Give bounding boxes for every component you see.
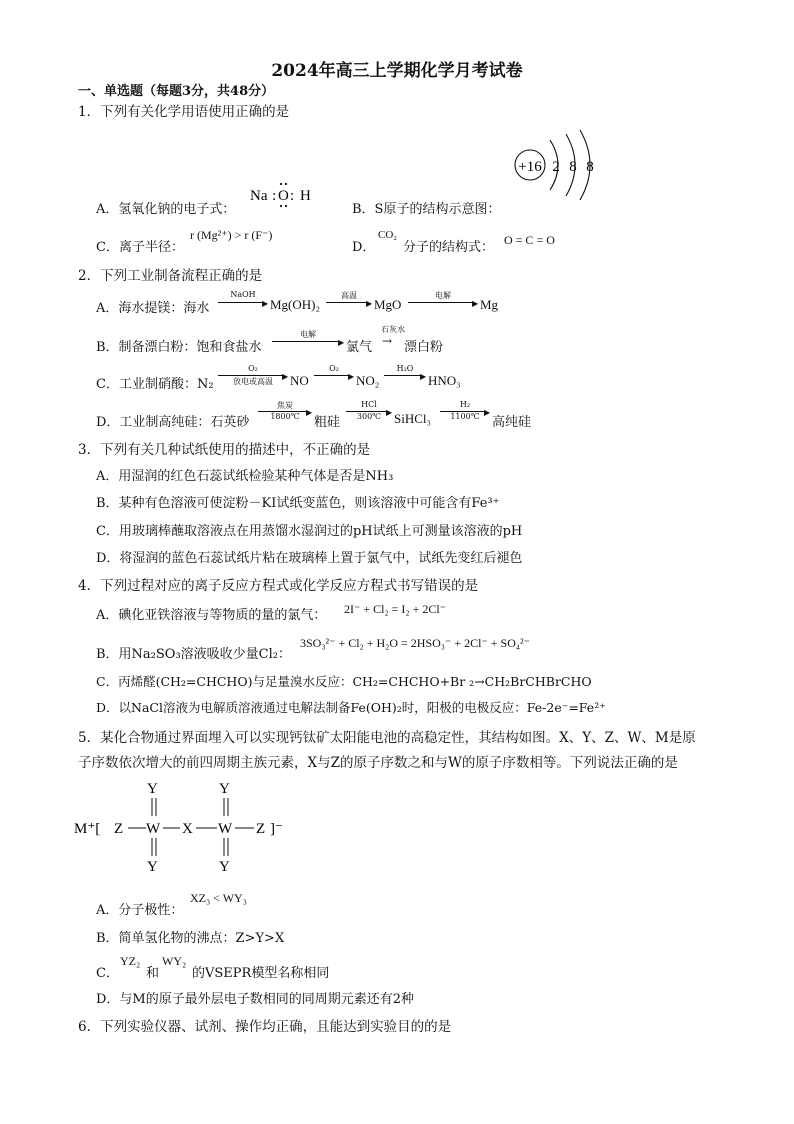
section-heading: 一、单选题（每题3分，共48分）: [78, 84, 275, 99]
q2-option-b: B．制备漂白粉：饱和食盐水: [96, 340, 262, 355]
q2c-arrow-3: H₂O ▶: [384, 364, 426, 380]
nucleus-charge: +16: [518, 159, 542, 175]
s-atom-diagram: [508, 126, 604, 206]
atom-z-left: Z: [114, 821, 124, 837]
svg-text::: :: [272, 188, 277, 204]
q4-option-c: C．丙烯醛(CH₂=CHCHO)与足量溴水反应：CH₂=CHCHO+Br ₂→CH₂BrCHBrCHO: [96, 674, 592, 689]
q2-stem: 2．下列工业制备流程正确的是: [78, 268, 263, 284]
q2d-arrow-2: HCl ▶ 300℃: [346, 400, 392, 424]
q2-option-c: C．工业制硝酸：N₂: [96, 377, 214, 392]
atom-x: X: [182, 821, 193, 837]
q2d-product-2: SiHCl₃: [394, 411, 432, 426]
svg-text::: :: [290, 188, 295, 204]
q3-option-b: B．某种有色溶液可使淀粉－KI试纸变蓝色，则该溶液中可能含有Fe³⁺: [96, 496, 500, 511]
q5-option-a: A．分子极性：: [96, 903, 184, 918]
q2d-arrow-3: H₂ ▶ 1100℃: [440, 400, 490, 424]
q1-option-c: C．离子半径：: [96, 240, 184, 255]
q2d-product-1: 粗硅: [314, 415, 341, 430]
shell-electrons-2: 8: [569, 159, 577, 175]
q5-c-suffix: 的VSEPR模型名称相同: [192, 966, 330, 981]
q5-option-c-prefix: C．: [96, 966, 119, 981]
na-symbol: Na: [250, 188, 268, 204]
q3-option-d: D．将湿润的蓝色石蕊试纸片粘在玻璃棒上置于氯气中，试纸先变红后褪色: [96, 551, 523, 566]
q2a-arrow-2: 高温 ▶: [326, 292, 372, 306]
page-title: 2024年高三上学期化学月考试卷: [271, 61, 523, 81]
shell-electrons-1: 2: [552, 159, 560, 175]
shell-electrons-3: 8: [586, 159, 594, 175]
q2a-product-2: MgO: [374, 297, 402, 312]
q1-d-formula: O = C = O: [504, 233, 555, 247]
q1-stem: 1．下列有关化学用语使用正确的是: [78, 104, 290, 120]
q2-option-d: D．工业制高纯硅：石英砂: [96, 415, 250, 430]
cation-bracket: M⁺[: [74, 821, 101, 837]
q2c-arrow-2: O₂ ▶: [314, 364, 354, 380]
q2c-product-2: NO₂: [356, 373, 380, 388]
q2c-product-1: NO: [290, 373, 309, 388]
q3-option-c: C．用玻璃棒蘸取溶液点在用蒸馏水湿润过的pH试纸上可测量该溶液的pH: [96, 524, 523, 539]
atom-z-right: Z: [256, 821, 266, 837]
q5-c-formula-2: WY₂: [162, 954, 187, 968]
q2b-arrow-1: 电解 ▶: [272, 331, 344, 345]
q2b-arrow-2: 石灰水 →: [381, 325, 405, 348]
q2b-product-2: 漂白粉: [404, 340, 444, 355]
q3-option-a: A．用湿润的红色石蕊试纸检验某种气体是否是NH₃: [96, 469, 394, 484]
q2a-arrow-3: 电解 ▶: [408, 292, 478, 306]
q1-option-d-label: D．: [352, 240, 376, 255]
q1-option-a: A．氢氧化钠的电子式：: [96, 202, 236, 217]
atom-y-bottom-left: Y: [147, 859, 158, 875]
q5-c-formula-1: YZ₂: [120, 954, 141, 968]
q3-stem: 3．下列有关几种试纸使用的描述中，不正确的是: [78, 442, 371, 458]
q4-option-b: B．用Na₂SO₃溶液吸收少量Cl₂：: [96, 647, 291, 662]
q1-option-b: B．S原子的结构示意图：: [352, 202, 501, 217]
q2a-arrow-1: NaOH ▶: [218, 292, 268, 306]
anion-bracket: ]⁻: [270, 821, 283, 837]
q5-option-d: D．与M的原子最外层电子数相同的同周期元素还有2种: [96, 992, 415, 1007]
q2d-arrow-1: 焦炭 ▶ 1800℃: [258, 400, 312, 424]
q2d-product-3: 高纯硅: [492, 415, 532, 430]
q2a-product-3: Mg: [480, 297, 499, 312]
atom-y-bottom-right: Y: [219, 859, 230, 875]
q2b-product-1: 氯气: [346, 340, 373, 355]
q2a-product-1: Mg(OH)₂: [270, 297, 321, 312]
q4-b-equation: 3SO₃²⁻ + Cl₂ + H₂O = 2HSO₃⁻ + 2Cl⁻ + SO₄²⁻: [300, 636, 530, 650]
q4-option-a: A．碘化亚铁溶液与等物质的量的氯气：: [96, 608, 327, 623]
q5-stem-line1: 5．某化合物通过界面埋入可以实现钙钛矿太阳能电池的高稳定性，其结构如图。X、Y、Z、W、M是原: [78, 730, 696, 746]
svg-text:H: H: [300, 188, 311, 204]
atom-y-top-right: Y: [219, 781, 230, 797]
q1-c-formula: r (Mg²⁺) > r (F⁻): [190, 228, 273, 242]
q5-a-formula: XZ₃ < WY₃: [190, 891, 247, 905]
q5-stem-line2: 子序数依次增大的前四周期主族元素，X与Z的原子序数之和与W的原子序数相等。下列说法正确的是: [78, 755, 678, 771]
svg-text:O: O: [278, 188, 289, 204]
q4-option-d: D．以NaCl溶液为电解质溶液通过电解法制备Fe(OH)₂时，阳极的电极反应：Fe-2e⁻=Fe²⁺: [96, 700, 606, 715]
q5-option-b: B．简单氢化物的沸点：Z>Y>X: [96, 931, 285, 946]
q6-stem: 6．下列实验仪器、试剂、操作均正确，且能达到实验目的的是: [78, 1019, 452, 1035]
naoh-electron-formula: [248, 180, 320, 210]
q2c-product-3: HNO₃: [428, 373, 461, 388]
atom-w-right: W: [218, 821, 233, 837]
atom-y-top-left: Y: [147, 781, 158, 797]
q2c-arrow-1: O₂ ▶ 放电或高温: [218, 364, 288, 388]
q1-d-text: 分子的结构式：: [403, 240, 495, 255]
atom-w-left: W: [146, 821, 161, 837]
q4-a-equation: 2I⁻ + Cl₂ = I₂ + 2Cl⁻: [344, 602, 447, 616]
q5-structure-diagram: [74, 778, 294, 878]
q4-stem: 4．下列过程对应的离子反应方程式或化学反应方程式书写错误的是: [78, 578, 479, 594]
q5-c-and: 和: [146, 966, 160, 981]
q1-d-co2: CO₂: [378, 229, 398, 241]
q2-option-a: A．海水提镁：海水: [96, 301, 210, 316]
